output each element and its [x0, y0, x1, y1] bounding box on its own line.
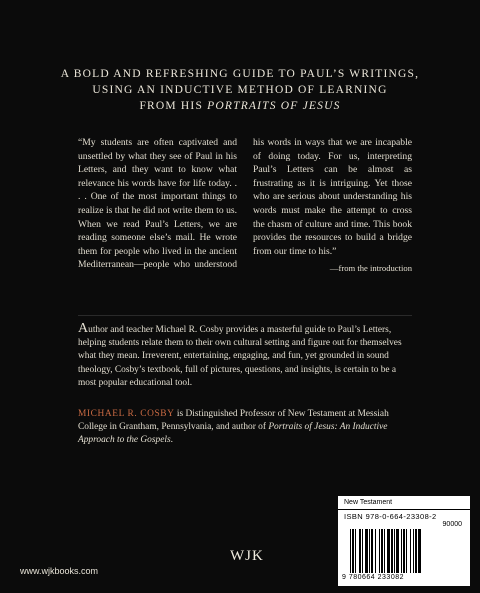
barcode-digits: 9 780664 233082 [342, 574, 404, 581]
barcode-bars-icon [350, 529, 458, 573]
publisher-website: www.wjkbooks.com [20, 566, 99, 576]
author-bio-end: . [170, 435, 173, 446]
introduction-quote [78, 136, 412, 276]
barcode-panel [338, 496, 470, 586]
headline-book-title: PORTRAITS OF JESUS [207, 100, 341, 112]
quote-text: “My students are often captivated and unsettled by what they see of Paul in his Letters, and they want to know what relevance his words have for life today. . . . One of the most important things to realize is that he did not write them to us. When we read Paul’s Letters, we are reading someone else’s mail. He wrote them for people who lived in the ancient Mediterranean—people who understood his words in ways that we are incapable of doing today. For us, interpreting Paul’s Letters can be almost as frustrating as it is intriguing. Yet those who are serious about understanding his words must make the attempt to cross the chasm of culture and time. This book provides the resources to build a bridge from our time to his.” [78, 137, 412, 271]
book-description [78, 322, 412, 390]
author-other-book-title: Portraits of Jesus: An Inductive Approach to the Gospels [78, 422, 388, 446]
section-divider [78, 315, 412, 316]
headline-line-2: USING AN INDUCTIVE METHOD OF LEARNING [92, 84, 388, 96]
barcode-rule [338, 509, 470, 510]
barcode-isbn: ISBN 978-0-664-23308-2 [344, 512, 437, 521]
description-text: uthor and teacher Michael R. Cosby provides a masterful guide to Paul’s Letters, helping students relate them to their own cultural setting and figure out for themselves what they mean. Irreverent, entertaining, engaging, and fun, yet grounded in sound theology, Cosby’s textbook, full of pictures, questions, and insights, is certain to be a most popular educational tool. [78, 325, 402, 388]
headline-line-1: A BOLD AND REFRESHING GUIDE TO PAUL’S WRITINGS, [60, 68, 420, 80]
quote-attribution: —from the introduction [329, 263, 412, 274]
back-cover-headline [40, 66, 440, 114]
author-name: MICHAEL R. COSBY [78, 409, 175, 419]
headline-line-3 [40, 98, 440, 114]
barcode-price-code: 90000 [442, 521, 462, 528]
author-bio-text: is Distinguished Professor of New Testament at Messiah College in Grantham, Pennsylvania, and author of [78, 409, 389, 433]
headline-line-3-prefix: FROM HIS [139, 100, 208, 112]
author-bio [78, 408, 412, 448]
barcode-category: New Testament [344, 499, 393, 506]
description-dropcap: A [78, 321, 89, 336]
publisher-logo: WJK [230, 548, 264, 564]
